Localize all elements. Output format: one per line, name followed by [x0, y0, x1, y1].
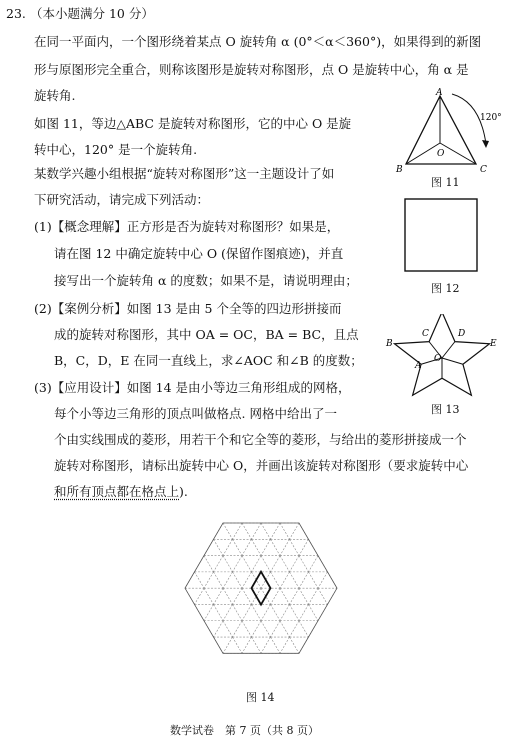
grid-line: [299, 588, 309, 604]
grid-line: [299, 621, 309, 637]
grid-line: [214, 539, 224, 555]
part3-line-3: 个由实线围成的菱形，用若干个和它全等的菱形，与给出的菱形拼接成一个: [54, 432, 467, 447]
grid-line: [318, 572, 328, 588]
grid-line: [252, 604, 262, 620]
grid-line: [309, 588, 319, 604]
figure-11-caption: 图 11: [431, 176, 460, 189]
grid-line: [290, 539, 300, 555]
grid-line: [309, 556, 319, 572]
part3-line-1: (3)【应用设计】如图 14 是由小等边三角形组成的网格，: [34, 380, 351, 395]
grid-line: [233, 523, 243, 539]
grid-line: [290, 556, 300, 572]
part3-emphasis: 和所有顶点都在格点上: [54, 484, 180, 499]
part3-line-4: 旋转对称图形，请标出旋转中心 O，并画出该旋转对称图形（要求旋转中心: [54, 458, 469, 473]
grid-line: [290, 604, 300, 620]
grid-line: [271, 572, 281, 588]
label-a: A: [415, 361, 422, 371]
grid-line: [299, 539, 309, 555]
grid-line: [242, 539, 252, 555]
part3-line-5: [54, 484, 188, 500]
task-line-2: 下研究活动，请完成下列活动：: [34, 192, 210, 207]
intro-line-2: 形与原图形完全重合，则称该图形是旋转对称图形，点 O 是旋转中心，角 α 是: [34, 62, 469, 77]
grid-line: [242, 588, 252, 604]
part1-line-1: (1)【概念理解】正方形是否为旋转对称图形？如果是，: [34, 219, 340, 234]
part1-line-2: 请在图 12 中确定旋转中心 O (保留作图痕迹)，并直: [54, 246, 344, 261]
grid-line: [280, 556, 290, 572]
star-spoke: [442, 358, 463, 364]
figure-14-caption: 图 14: [246, 691, 275, 704]
grid-line: [299, 556, 309, 572]
grid-line: [261, 621, 271, 637]
grid-line: [261, 523, 271, 539]
grid-line: [309, 572, 319, 588]
grid-line: [223, 637, 233, 653]
grid-line: [280, 604, 290, 620]
page-footer: 数学试卷 第 7 页（共 8 页）: [170, 724, 319, 737]
grid-line: [261, 604, 271, 620]
label-b: B: [386, 339, 393, 349]
part2-line-2: 成的旋转对称图形，其中 OA = OC，BA = BC，且点: [54, 327, 359, 342]
triangle-grid: [185, 523, 337, 653]
label-b: B: [396, 165, 403, 175]
grid-line: [233, 621, 243, 637]
grid-line: [261, 637, 271, 653]
grid-line: [233, 637, 243, 653]
label-e: E: [490, 339, 497, 349]
label-c: C: [422, 329, 429, 339]
angle-label: 120°: [480, 113, 502, 123]
star-spoke: [442, 342, 455, 358]
grid-line: [242, 604, 252, 620]
grid-line: [214, 621, 224, 637]
grid-line: [271, 604, 281, 620]
grid-line: [271, 621, 281, 637]
grid-line: [309, 604, 319, 620]
grid-line: [233, 604, 243, 620]
grid-line: [233, 539, 243, 555]
arrow-head: [482, 140, 489, 148]
label-o: O: [437, 149, 445, 159]
grid-line: [290, 523, 300, 539]
part3-tail: ).: [179, 484, 188, 499]
grid-line: [252, 621, 262, 637]
grid-line: [242, 523, 252, 539]
grid-line: [271, 539, 281, 555]
example-line-2: 转中心，120° 是一个旋转角.: [34, 142, 198, 157]
label-a: A: [436, 88, 443, 98]
grid-line: [271, 637, 281, 653]
example-line-1: 如图 11，等边△ABC 是旋转对称图形，它的中心 O 是旋: [34, 116, 352, 131]
grid-line: [271, 588, 281, 604]
grid-line: [252, 523, 262, 539]
grid-line: [261, 556, 271, 572]
grid-line: [280, 637, 290, 653]
score-note: （本小题满分 10 分）: [30, 6, 154, 21]
problem-number: 23.: [6, 6, 26, 21]
grid-line: [242, 637, 252, 653]
star-outline: [394, 314, 489, 395]
grid-line: [261, 539, 271, 555]
figure-13: [382, 314, 504, 400]
figure-11: [394, 88, 504, 180]
part3-line-2: 每个小等边三角形的顶点叫做格点. 网格中给出了一: [54, 406, 337, 421]
grid-line: [252, 556, 262, 572]
part1-line-3: 接写出一个旋转角 α 的度数；如果不是，请说明理由；: [54, 273, 358, 288]
grid-line: [223, 621, 233, 637]
grid-line: [318, 588, 328, 604]
grid-line: [214, 588, 224, 604]
label-o: O: [434, 354, 442, 364]
task-line-1: 某数学兴趣小组根据“旋转对称图形”这一主题设计了如: [34, 166, 335, 181]
grid-line: [214, 604, 224, 620]
grid-line: [223, 523, 233, 539]
grid-line: [252, 637, 262, 653]
grid-line: [242, 572, 252, 588]
label-c: C: [480, 165, 487, 175]
grid-line: [204, 556, 214, 572]
square: [405, 199, 477, 271]
grid-line: [299, 604, 309, 620]
grid-line: [223, 572, 233, 588]
grid-line: [280, 588, 290, 604]
grid-line: [271, 523, 281, 539]
part2-line-3: B，C，D，E 在同一直线上，求∠AOC 和∠B 的度数；: [54, 353, 363, 368]
grid-line: [290, 588, 300, 604]
intro-line-1: 在同一平面内，一个图形绕着某点 O 旋转角 α (0°＜α＜360°)，如果得到的新图: [34, 34, 482, 49]
grid-line: [233, 588, 243, 604]
label-d: D: [458, 329, 466, 339]
grid-line: [223, 588, 233, 604]
intro-line-3: 旋转角.: [34, 88, 76, 103]
grid-line: [223, 556, 233, 572]
part2-line-1: (2)【案例分析】如图 13 是由 5 个全等的四边形拼接而: [34, 301, 342, 316]
grid-line: [280, 539, 290, 555]
figure-12: [404, 198, 478, 272]
grid-line: [214, 572, 224, 588]
grid-line: [290, 621, 300, 637]
figure-12-caption: 图 12: [431, 282, 460, 295]
grid-line: [290, 572, 300, 588]
grid-line: [195, 572, 205, 588]
grid-line: [242, 556, 252, 572]
grid-line: [233, 556, 243, 572]
grid-line: [204, 572, 214, 588]
grid-line: [223, 604, 233, 620]
grid-line: [204, 588, 214, 604]
grid-line: [204, 604, 214, 620]
star-spokes: [421, 342, 463, 379]
grid-line: [223, 539, 233, 555]
grid-line: [271, 556, 281, 572]
grid-line: [252, 539, 262, 555]
grid-line: [280, 523, 290, 539]
figure-13-caption: 图 13: [431, 403, 460, 416]
grid-line: [195, 588, 205, 604]
grid-line: [299, 572, 309, 588]
figure-14: [144, 519, 378, 681]
grid-line: [214, 556, 224, 572]
grid-line: [280, 572, 290, 588]
grid-line: [233, 572, 243, 588]
grid-line: [280, 621, 290, 637]
grid-line: [290, 637, 300, 653]
grid-line: [242, 621, 252, 637]
